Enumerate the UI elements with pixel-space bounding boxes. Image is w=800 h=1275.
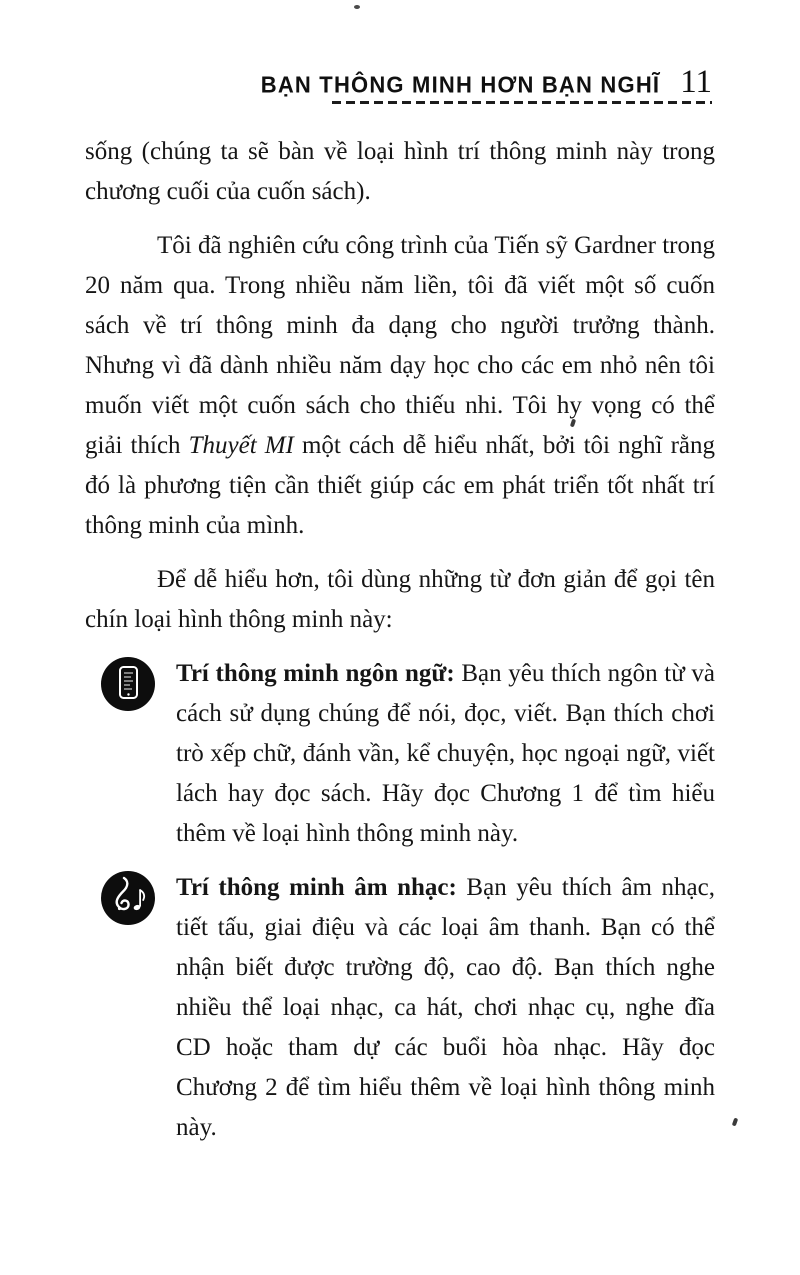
paragraph-gardner	[85, 226, 715, 546]
list-item-text	[176, 868, 715, 1148]
list-item-body: Bạn yêu thích âm nhạc, tiết tấu, giai điệu và các loại âm thanh. Bạn có thể nhận biết được trường độ, cao độ. Bạn thích nghe nhiều thể loại nhạc, ca hát, chơi nhạc cụ, nghe đĩa CD hoặc tham dự các buổi hòa nhạc. Hãy đọc Chương 2 để tìm hiểu thêm về loại hình thông minh này.	[176, 874, 715, 1141]
list-item-text	[176, 654, 715, 854]
paragraph-text: Để dễ hiểu hơn, tôi dùng những từ đơn giản để gọi tên chín loại hình thông minh này:	[85, 566, 715, 633]
page-number: 11	[680, 64, 712, 100]
list-item-musical	[85, 868, 715, 1148]
italic-term-thuyet-mi: Thuyết MI	[188, 432, 294, 459]
paragraph-continuation	[85, 132, 715, 212]
list-item-title: Trí thông minh ngôn ngữ:	[176, 660, 455, 687]
book-page-icon	[100, 656, 156, 712]
page-body	[85, 132, 715, 1162]
list-item-linguistic	[85, 654, 715, 854]
music-note-icon	[100, 870, 156, 926]
paragraph-text: sống (chúng ta sẽ bàn về loại hình trí thông minh này trong chương cuối của cuốn sách).	[85, 138, 715, 205]
paragraph-text: Tôi đã nghiên cứu công trình của Tiến sỹ Gardner trong 20 năm qua. Trong nhiều năm liền, tôi đã viết một số cuốn sách về trí thông minh đa dạng cho người trưởng thành. Nhưng vì đã dành nhiều năm dạy học cho các em nhỏ nên tôi muốn viết một cuốn sách cho thiếu nhi. Tôi hy vọng có thể giải thích	[85, 232, 715, 459]
header-dashed-rule	[332, 101, 712, 104]
running-head-title: BẠN THÔNG MINH HƠN BẠN NGHĨ	[260, 71, 661, 98]
page-header	[261, 66, 712, 99]
paragraph-intro-list	[85, 560, 715, 640]
list-item-title: Trí thông minh âm nhạc:	[176, 874, 457, 901]
scan-artifact	[354, 5, 360, 9]
list-item-body: Bạn yêu thích ngôn từ và cách sử dụng chúng để nói, đọc, viết. Bạn thích chơi trò xếp chữ, đánh vần, kể chuyện, học ngoại ngữ, viết lách hay đọc sách. Hãy đọc Chương 1 để tìm hiểu thêm về loại hình thông minh này.	[176, 660, 715, 847]
scan-artifact	[732, 1118, 738, 1127]
paragraph-text: một cách dễ hiểu nhất, bởi tôi nghĩ rằng đó là phương tiện cần thiết giúp các em phát triển tốt nhất trí thông minh của mình.	[85, 432, 715, 539]
